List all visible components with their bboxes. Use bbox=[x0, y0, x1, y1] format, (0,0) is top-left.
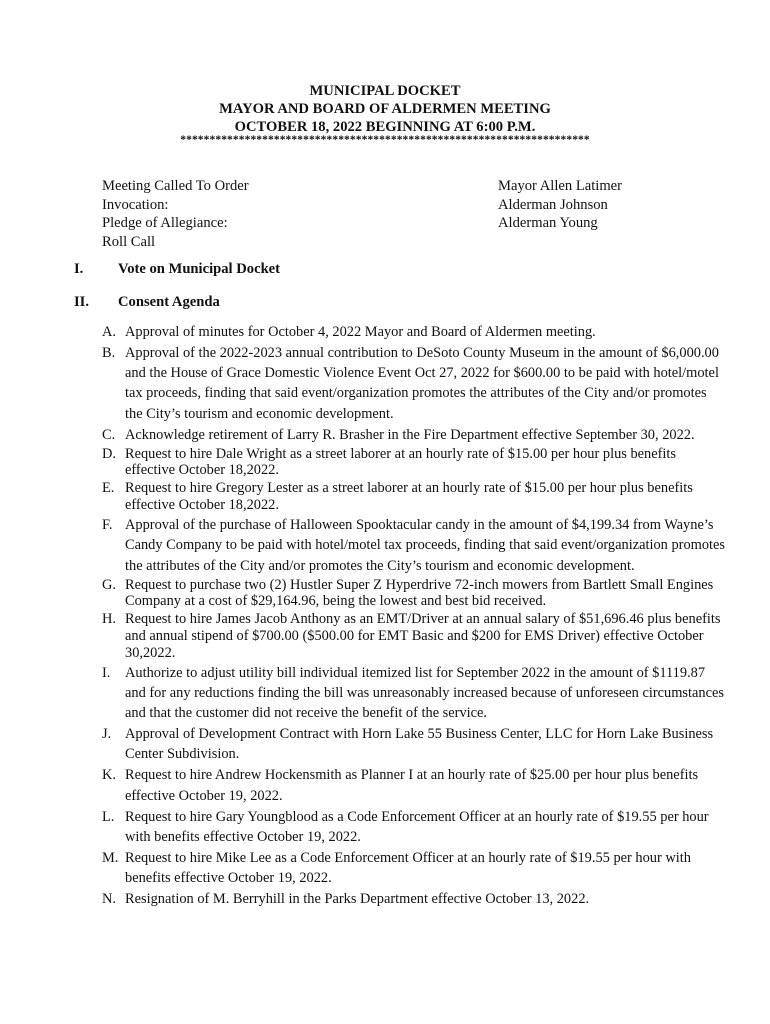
item-text: Approval of minutes for October 4, 2022 Mayor and Board of Aldermen meeting. bbox=[125, 324, 596, 340]
order-item: Pledge of Allegiance: bbox=[102, 215, 228, 231]
list-item bbox=[102, 515, 727, 576]
item-text: Request to hire James Jacob Anthony as an EMT/Driver at an annual salary of $51,696.46 plus benefits and annual stipend of $700.00 ($500.00 for EMT Basic and $200 for EMS Driver) effective October 30,2022. bbox=[125, 611, 721, 661]
official-name: Alderman Johnson bbox=[498, 196, 608, 213]
list-item bbox=[102, 343, 727, 424]
section-number: II. bbox=[74, 294, 90, 310]
item-letter: I. bbox=[102, 664, 111, 681]
opening-order-list bbox=[102, 177, 249, 251]
item-letter: E. bbox=[102, 480, 115, 497]
opening-officials-list bbox=[498, 177, 622, 233]
order-item: Roll Call bbox=[102, 233, 156, 250]
item-text: Acknowledge retirement of Larry R. Brasher in the Fire Department effective September 30, 2022. bbox=[125, 426, 695, 443]
item-text: Request to hire Andrew Hockensmith as Planner I at an hourly rate of $25.00 per hour plus benefits effective October 19, 2022. bbox=[125, 767, 699, 804]
official-name: Alderman Young bbox=[498, 215, 598, 231]
list-item bbox=[102, 663, 727, 724]
list-item bbox=[102, 322, 727, 342]
list-item bbox=[102, 577, 727, 610]
list-item bbox=[102, 446, 727, 479]
meeting-date: OCTOBER 18, 2022 BEGINNING AT 6:00 P.M. bbox=[234, 119, 536, 135]
item-text: Approval of Development Contract with Horn Lake 55 Business Center, LLC for Horn Lake Business Center Subdivision. bbox=[125, 726, 714, 763]
asterisk-divider: ********************************************************************** bbox=[180, 134, 590, 146]
item-letter: N. bbox=[102, 890, 116, 907]
list-item bbox=[102, 807, 727, 847]
list-item bbox=[102, 848, 727, 888]
item-text: Request to hire Mike Lee as a Code Enforcement Officer at an hourly rate of $19.55 per hour with benefits effective October 19, 2022. bbox=[125, 849, 691, 886]
item-letter: B. bbox=[102, 345, 116, 361]
section-title: Consent Agenda bbox=[118, 294, 220, 310]
item-letter: C. bbox=[102, 426, 116, 443]
item-letter: L. bbox=[102, 808, 115, 825]
item-letter: G. bbox=[102, 576, 116, 593]
item-letter: H. bbox=[102, 611, 116, 628]
docket-title: MUNICIPAL DOCKET bbox=[309, 83, 461, 99]
item-letter: D. bbox=[102, 445, 116, 462]
item-text: Approval of the 2022-2023 annual contribution to DeSoto County Museum in the amount of $6,000.00 and the House of Grace Domestic Violence Event Oct 27, 2022 for $600.00 to be paid with hotel/motel tax proceeds, finding that said event/organization promotes the attributes of the City and/or promotes the City’s tourism and economic development. bbox=[125, 345, 719, 422]
item-text: Request to hire Dale Wright as a street laborer at an hourly rate of $15.00 per hour plus benefits effective October 18,2022. bbox=[125, 445, 677, 479]
list-item bbox=[102, 480, 727, 513]
item-text: Authorize to adjust utility bill individual itemized list for September 2022 in the amount of $1119.87 and for any reductions finding the bill was unreasonably increased because of unforeseen circumstances and that the customer did not receive the benefit of the service. bbox=[125, 664, 724, 722]
list-item bbox=[102, 765, 727, 805]
list-item bbox=[102, 889, 727, 909]
section-title: Vote on Municipal Docket bbox=[118, 261, 281, 277]
item-text: Request to hire Gary Youngblood as a Code Enforcement Officer at an hourly rate of $19.55 per hour with benefits effective October 19, 2022. bbox=[125, 808, 709, 845]
item-text: Request to purchase two (2) Hustler Super Z Hyperdrive 72-inch mowers from Bartlett Small Engines Company at a cost of $29,164.96, being the lowest and best bid received. bbox=[125, 576, 714, 610]
meeting-title: MAYOR AND BOARD OF ALDERMEN MEETING bbox=[219, 101, 551, 117]
list-item bbox=[102, 724, 727, 764]
order-item: Meeting Called To Order bbox=[102, 178, 249, 194]
item-letter: F. bbox=[102, 517, 113, 534]
item-letter: K. bbox=[102, 767, 116, 784]
item-letter: J. bbox=[102, 726, 112, 743]
order-item: Invocation: bbox=[102, 196, 169, 213]
list-item bbox=[102, 425, 727, 445]
consent-agenda-list bbox=[102, 322, 727, 910]
official-name: Mayor Allen Latimer bbox=[498, 178, 623, 194]
list-item bbox=[102, 611, 727, 661]
item-text: Approval of the purchase of Halloween Spooktacular candy in the amount of $4,199.34 from Wayne’s Candy Company to be paid with hotel/motel tax proceeds, finding that said event/organization promotes the attributes of the City and/or promotes the City’s tourism and economic development. bbox=[125, 517, 726, 574]
section-number: I. bbox=[74, 261, 84, 277]
item-letter: M. bbox=[102, 849, 119, 866]
item-text: Resignation of M. Berryhill in the Parks Department effective October 13, 2022. bbox=[125, 890, 590, 907]
item-text: Request to hire Gregory Lester as a street laborer at an hourly rate of $15.00 per hour plus benefits effective October 18,2022. bbox=[125, 480, 693, 513]
item-letter: A. bbox=[102, 324, 116, 340]
